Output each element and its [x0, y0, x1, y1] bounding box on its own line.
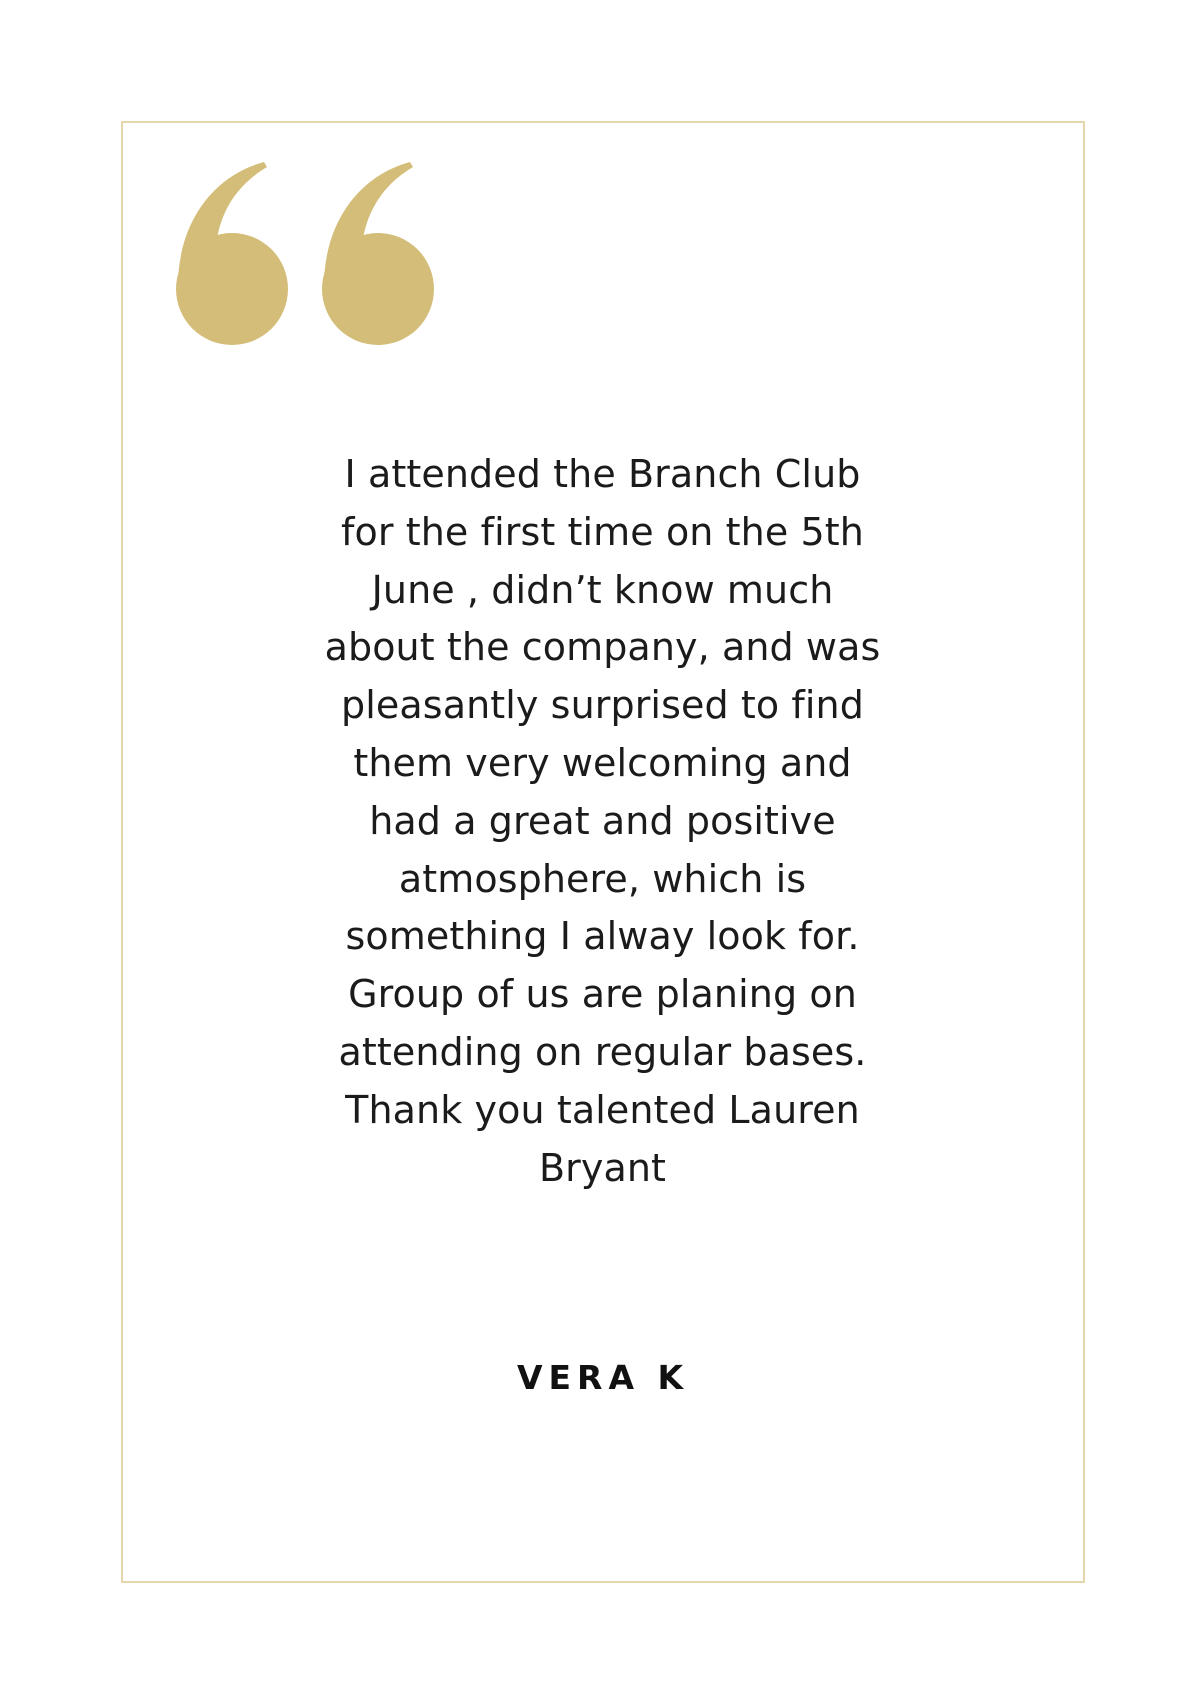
testimonial-line: Group of us are planing on: [348, 972, 857, 1017]
testimonial-line: June , didn’t know much: [371, 567, 834, 612]
testimonial-line: them very welcoming and: [353, 740, 852, 785]
testimonial-line: atmosphere, which is: [398, 856, 807, 901]
quotation-marks-icon: [176, 162, 434, 345]
testimonial-line: attending on regular bases.: [338, 1029, 867, 1074]
author-name: VERA K: [516, 1358, 690, 1397]
quote-icon: [176, 162, 434, 345]
testimonial-line: Bryant: [538, 1145, 667, 1190]
testimonial-line: had a great and positive: [369, 798, 836, 843]
testimonial-line: Thank you talented Lauren: [345, 1087, 860, 1132]
testimonial-line: pleasantly surprised to find: [341, 683, 864, 728]
testimonial-line: I attended the Branch Club: [344, 452, 861, 496]
left-quote-glyph: [176, 162, 288, 345]
testimonial-line: for the first time on the 5th: [341, 509, 864, 554]
testimonial-line: something I alway look for.: [345, 914, 860, 959]
right-quote-glyph: [322, 162, 434, 345]
testimonial-line: about the company, and was: [324, 625, 881, 670]
testimonial-text: [280, 446, 925, 1197]
